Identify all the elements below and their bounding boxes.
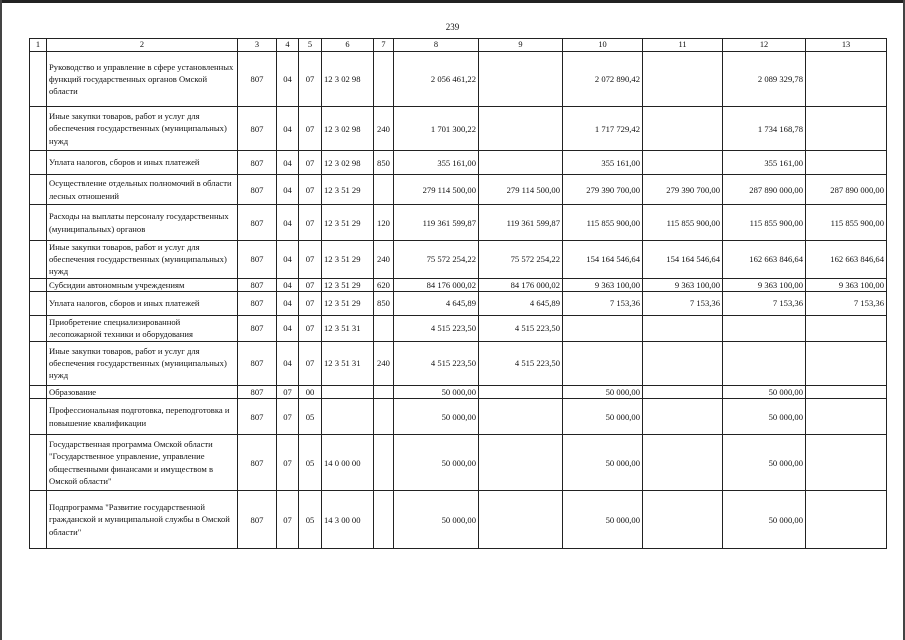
cell-c6: 12 3 51 29 [322,205,374,241]
cell-c6: 12 3 02 98 [322,107,374,151]
cell-c8: 50 000,00 [394,385,479,398]
cell-c13 [806,151,887,175]
cell-c9 [479,435,563,491]
cell-c8: 4 645,89 [394,291,479,315]
cell-c4: 04 [277,205,299,241]
cell-c5: 07 [299,175,322,205]
row-index-cell [30,399,47,435]
cell-c12: 7 153,36 [723,291,806,315]
cell-c7: 240 [374,341,394,385]
cell-c5: 05 [299,399,322,435]
row-name-cell: Уплата налогов, сборов и иных платежей [47,291,238,315]
table-row [30,205,887,241]
cell-c9 [479,52,563,107]
cell-c12 [723,341,806,385]
cell-c8: 279 114 500,00 [394,175,479,205]
cell-c3: 807 [238,241,277,279]
cell-c9: 119 361 599,87 [479,205,563,241]
col-header: 5 [299,39,322,52]
row-name-cell: Профессиональная подготовка, переподготовка и повышение квалификации [47,399,238,435]
row-index-cell [30,315,47,341]
cell-c6: 14 3 00 00 [322,491,374,549]
cell-c3: 807 [238,278,277,291]
cell-c5: 07 [299,341,322,385]
cell-c13 [806,385,887,398]
cell-c12 [723,315,806,341]
cell-c8: 4 515 223,50 [394,315,479,341]
cell-c5: 07 [299,107,322,151]
cell-c8: 119 361 599,87 [394,205,479,241]
cell-c9: 279 114 500,00 [479,175,563,205]
cell-c12: 1 734 168,78 [723,107,806,151]
cell-c4: 04 [277,175,299,205]
table-row [30,399,887,435]
row-index-cell [30,341,47,385]
cell-c4: 07 [277,435,299,491]
row-name-cell: Расходы на выплаты персоналу государственных (муниципальных) органов [47,205,238,241]
cell-c3: 807 [238,151,277,175]
col-header: 11 [643,39,723,52]
cell-c5: 07 [299,205,322,241]
table-row [30,52,887,107]
cell-c6: 12 3 51 31 [322,315,374,341]
table-row [30,291,887,315]
cell-c7: 240 [374,241,394,279]
cell-c13: 7 153,36 [806,291,887,315]
cell-c9: 75 572 254,22 [479,241,563,279]
row-index-cell [30,205,47,241]
cell-c11 [643,399,723,435]
cell-c13 [806,107,887,151]
cell-c4: 07 [277,399,299,435]
row-name-cell: Образование [47,385,238,398]
cell-c8: 2 056 461,22 [394,52,479,107]
cell-c3: 807 [238,435,277,491]
col-header: 10 [563,39,643,52]
cell-c7: 240 [374,107,394,151]
cell-c11: 7 153,36 [643,291,723,315]
row-index-cell [30,52,47,107]
cell-c5: 07 [299,52,322,107]
cell-c5: 07 [299,291,322,315]
row-index-cell [30,107,47,151]
cell-c5: 07 [299,151,322,175]
cell-c6 [322,399,374,435]
cell-c11 [643,52,723,107]
row-index-cell [30,175,47,205]
cell-c4: 04 [277,52,299,107]
cell-c11 [643,435,723,491]
cell-c8: 50 000,00 [394,435,479,491]
col-header: 6 [322,39,374,52]
cell-c13: 115 855 900,00 [806,205,887,241]
cell-c11: 279 390 700,00 [643,175,723,205]
col-header: 13 [806,39,887,52]
budget-table [29,38,887,549]
cell-c3: 807 [238,52,277,107]
cell-c12: 115 855 900,00 [723,205,806,241]
row-name-cell: Подпрограмма "Развитие государственной гражданской и муниципальной службы в Омской области" [47,491,238,549]
col-header: 8 [394,39,479,52]
table-row [30,107,887,151]
cell-c3: 807 [238,175,277,205]
cell-c8: 1 701 300,22 [394,107,479,151]
row-name-cell: Иные закупки товаров, работ и услуг для обеспечения государственных (муниципальных) нужд [47,241,238,279]
cell-c4: 04 [277,278,299,291]
cell-c11: 115 855 900,00 [643,205,723,241]
cell-c6 [322,385,374,398]
col-header: 12 [723,39,806,52]
cell-c4: 04 [277,341,299,385]
table-row [30,241,887,279]
row-index-cell [30,291,47,315]
cell-c5: 05 [299,435,322,491]
table-row [30,278,887,291]
cell-c13: 162 663 846,64 [806,241,887,279]
table-row [30,435,887,491]
cell-c11 [643,315,723,341]
cell-c13: 287 890 000,00 [806,175,887,205]
cell-c5: 07 [299,241,322,279]
cell-c5: 05 [299,491,322,549]
cell-c12: 162 663 846,64 [723,241,806,279]
cell-c7 [374,175,394,205]
page-number: 239 [445,22,460,32]
cell-c9 [479,399,563,435]
cell-c7 [374,52,394,107]
col-header: 1 [30,39,47,52]
cell-c3: 807 [238,205,277,241]
cell-c13 [806,52,887,107]
cell-c7: 850 [374,291,394,315]
cell-c10: 50 000,00 [563,385,643,398]
cell-c5: 07 [299,278,322,291]
cell-c8: 4 515 223,50 [394,341,479,385]
cell-c12: 355 161,00 [723,151,806,175]
row-name-cell: Субсидии автономным учреждениям [47,278,238,291]
cell-c10: 355 161,00 [563,151,643,175]
table-row [30,341,887,385]
row-index-cell [30,385,47,398]
row-index-cell [30,151,47,175]
row-index-cell [30,241,47,279]
cell-c13 [806,435,887,491]
cell-c12: 9 363 100,00 [723,278,806,291]
col-header: 7 [374,39,394,52]
cell-c6: 14 0 00 00 [322,435,374,491]
cell-c4: 07 [277,385,299,398]
cell-c8: 75 572 254,22 [394,241,479,279]
cell-c7 [374,491,394,549]
cell-c10: 7 153,36 [563,291,643,315]
cell-c9: 84 176 000,02 [479,278,563,291]
cell-c9 [479,491,563,549]
row-name-cell: Руководство и управление в сфере установленных функций государственных органов Омской области [47,52,238,107]
row-name-cell: Иные закупки товаров, работ и услуг для обеспечения государственных (муниципальных) нужд [47,107,238,151]
table-body [30,52,887,549]
cell-c4: 04 [277,291,299,315]
row-index-cell [30,491,47,549]
col-header: 3 [238,39,277,52]
cell-c13 [806,491,887,549]
cell-c8: 84 176 000,02 [394,278,479,291]
row-name-cell: Приобретение специализированной лесопожарной техники и оборудования [47,315,238,341]
cell-c11: 154 164 546,64 [643,241,723,279]
col-header: 4 [277,39,299,52]
cell-c6: 12 3 02 98 [322,52,374,107]
cell-c4: 07 [277,491,299,549]
cell-c11 [643,151,723,175]
col-header: 9 [479,39,563,52]
cell-c12: 50 000,00 [723,399,806,435]
cell-c6: 12 3 51 29 [322,278,374,291]
cell-c10: 2 072 890,42 [563,52,643,107]
cell-c9: 4 515 223,50 [479,315,563,341]
cell-c12: 50 000,00 [723,385,806,398]
table-header-row [30,39,887,52]
cell-c13: 9 363 100,00 [806,278,887,291]
col-header: 2 [47,39,238,52]
cell-c4: 04 [277,107,299,151]
cell-c4: 04 [277,241,299,279]
cell-c10: 279 390 700,00 [563,175,643,205]
cell-c9: 4 515 223,50 [479,341,563,385]
page-left-border [0,0,2,640]
cell-c3: 807 [238,341,277,385]
table-row [30,151,887,175]
cell-c10 [563,341,643,385]
table-row [30,175,887,205]
cell-c3: 807 [238,399,277,435]
cell-c5: 00 [299,385,322,398]
cell-c9 [479,107,563,151]
cell-c12: 50 000,00 [723,435,806,491]
cell-c12: 287 890 000,00 [723,175,806,205]
table-row [30,315,887,341]
cell-c7 [374,385,394,398]
cell-c6: 12 3 51 31 [322,341,374,385]
page-top-border [0,0,905,3]
cell-c10: 115 855 900,00 [563,205,643,241]
row-index-cell [30,278,47,291]
cell-c8: 355 161,00 [394,151,479,175]
row-name-cell: Уплата налогов, сборов и иных платежей [47,151,238,175]
cell-c7: 120 [374,205,394,241]
cell-c10: 50 000,00 [563,491,643,549]
cell-c7: 850 [374,151,394,175]
cell-c10: 1 717 729,42 [563,107,643,151]
cell-c6: 12 3 51 29 [322,241,374,279]
cell-c9 [479,385,563,398]
cell-c6: 12 3 51 29 [322,175,374,205]
row-name-cell: Осуществление отдельных полномочий в области лесных отношений [47,175,238,205]
row-name-cell: Иные закупки товаров, работ и услуг для обеспечения государственных (муниципальных) нужд [47,341,238,385]
cell-c10: 9 363 100,00 [563,278,643,291]
cell-c11 [643,341,723,385]
row-index-cell [30,435,47,491]
cell-c3: 807 [238,385,277,398]
cell-c9: 4 645,89 [479,291,563,315]
cell-c8: 50 000,00 [394,491,479,549]
cell-c4: 04 [277,315,299,341]
cell-c13 [806,399,887,435]
cell-c11 [643,107,723,151]
cell-c7 [374,399,394,435]
cell-c3: 807 [238,107,277,151]
cell-c13 [806,341,887,385]
cell-c12: 2 089 329,78 [723,52,806,107]
cell-c7 [374,315,394,341]
cell-c9 [479,151,563,175]
cell-c7: 620 [374,278,394,291]
cell-c4: 04 [277,151,299,175]
cell-c10 [563,315,643,341]
cell-c13 [806,315,887,341]
table-row [30,491,887,549]
cell-c3: 807 [238,315,277,341]
cell-c7 [374,435,394,491]
cell-c11 [643,491,723,549]
row-name-cell: Государственная программа Омской области "Государственное управление, управление общественными финансами и имуществом в Омской области" [47,435,238,491]
cell-c3: 807 [238,291,277,315]
cell-c8: 50 000,00 [394,399,479,435]
cell-c6: 12 3 51 29 [322,291,374,315]
cell-c10: 50 000,00 [563,399,643,435]
table-row [30,385,887,398]
cell-c11: 9 363 100,00 [643,278,723,291]
cell-c5: 07 [299,315,322,341]
cell-c12: 50 000,00 [723,491,806,549]
cell-c6: 12 3 02 98 [322,151,374,175]
cell-c11 [643,385,723,398]
cell-c10: 154 164 546,64 [563,241,643,279]
cell-c3: 807 [238,491,277,549]
cell-c10: 50 000,00 [563,435,643,491]
